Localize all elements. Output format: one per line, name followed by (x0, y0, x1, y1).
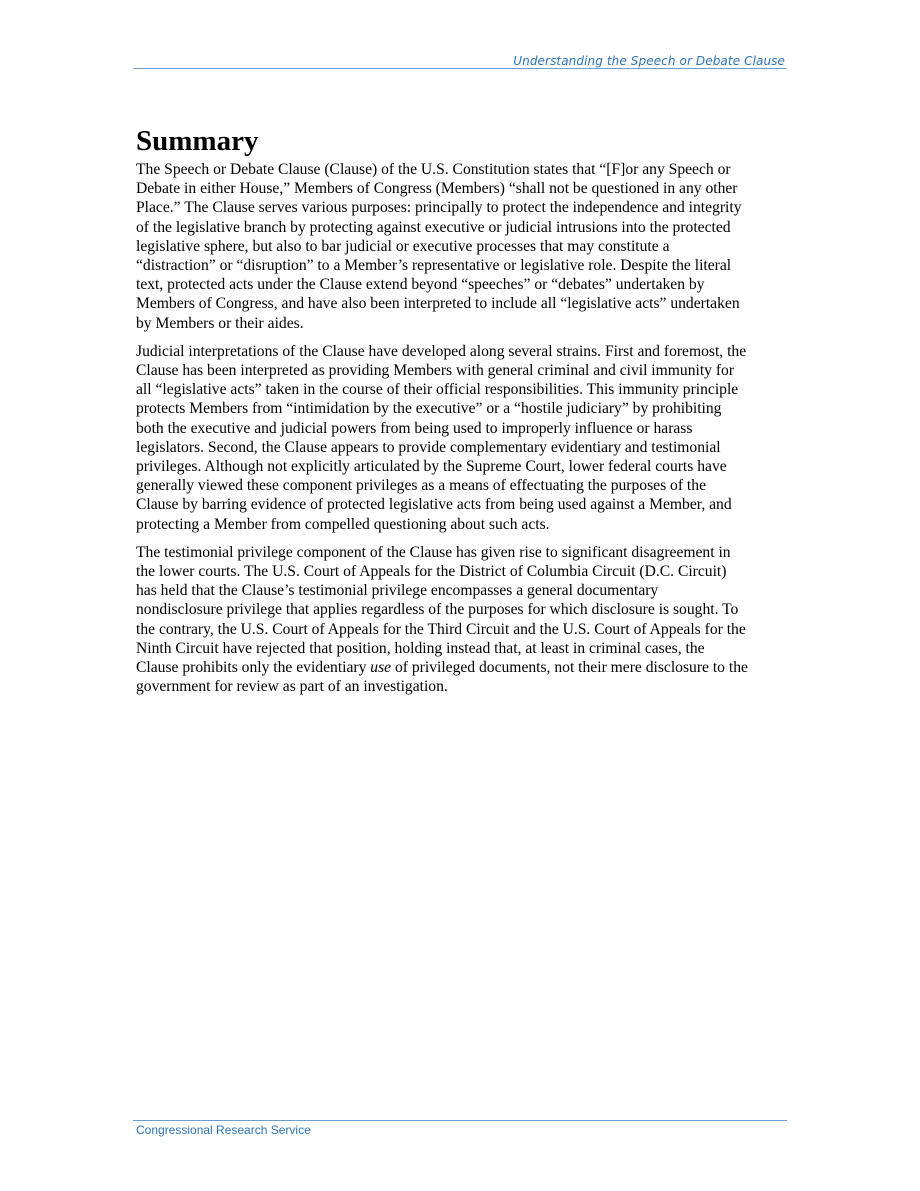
running-header: Understanding the Speech or Debate Clause (513, 54, 785, 68)
section-title: Summary (136, 125, 259, 157)
paragraph-3-text-end: of privileged documents, not their mere disclosure to the government for review as part of an investigation. (136, 659, 748, 696)
paragraph-3-text-start: The testimonial privilege component of the Clause has given rise to significant disagreement in the lower courts. The U.S. Court of Appeals for the District of Columbia Circuit (D.C. Circuit) has held that the Clause’s testimonial privilege encompasses a general documentary nondisclosure privilege that applies regardless of the purposes for which disclosure is sought. To the contrary, the U.S. Court of Appeals for the Third Circuit and the U.S. Court of Appeals for the Ninth Circuit have rejected that position, holding instead that, at least in criminal cases, the Clause prohibits only the evidentiary (136, 543, 746, 677)
footer-divider (133, 1120, 787, 1121)
summary-paragraph-3 (136, 543, 788, 697)
header-divider (133, 68, 787, 69)
page-body (136, 122, 788, 705)
footer-organization: Congressional Research Service (136, 1123, 311, 1137)
paragraph-3-emphasis: use (370, 659, 392, 677)
summary-paragraph-1: The Speech or Debate Clause (Clause) of the U.S. Constitution states that “[F]or any Speech or Debate in either House,” Members of Congress (Members) “shall not be questioned in any other Place.” The Clause serves various purposes: principally to protect the independence and integrity of the legislative branch by protecting against executive or judicial intrusions into the protected legislative sphere, but also to bar judicial or executive processes that may constitute a “distraction” or “disruption” to a Member’s representative or legislative role. Despite the literal text, protected acts under the Clause extend beyond “speeches” or “debates” undertaken by Members of Congress, and have also been interpreted to include all “legislative acts” undertaken by Members or their aides. (136, 161, 742, 332)
summary-paragraph-2: Judicial interpretations of the Clause have developed along several strains. First and foremost, the Clause has been interpreted as providing Members with general criminal and civil immunity for all “legislative acts” taken in the course of their official responsibilities. This immunity principle protects Members from “intimidation by the executive” or a “hostile judiciary” by prohibiting both the executive and judicial powers from being used to improperly influence or harass legislators. Second, the Clause appears to provide complementary evidentiary and testimonial privileges. Although not explicitly articulated by the Supreme Court, lower federal courts have generally viewed these component privileges as a means of effectuating the purposes of the Clause by barring evidence of protected legislative acts from being used against a Member, and protecting a Member from compelled questioning about such acts. (136, 342, 747, 533)
